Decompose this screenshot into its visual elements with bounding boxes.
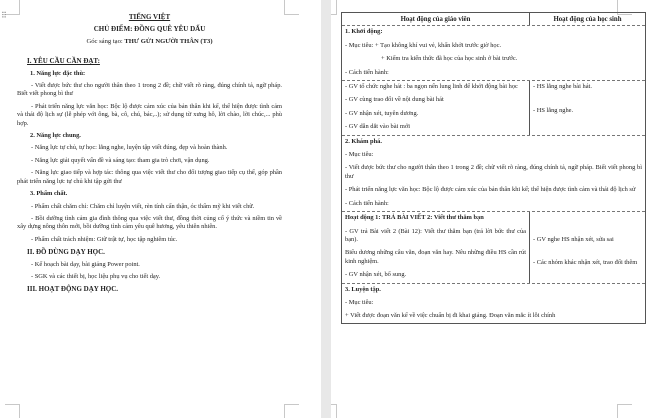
table-text: - GV cùng trao đổi về nội dung bài hát xyxy=(345,96,444,104)
table-text: - Mục tiêu: xyxy=(345,298,374,306)
table-row-hoat-dong-1 xyxy=(342,211,645,282)
paragraph: - Bồi dưỡng tình cảm gia đình thông qua việc viết thư, đồng thời củng cố ý thức và niềm tin về xây dựng nông thôn mới, bồi dưỡng tình cảm yêu quê hương, yêu thiên nhiên. xyxy=(17,214,282,231)
table-text: - GV trả Bài viết 2 (Bài 12): Viết thư thăm bạn (trả lời bức thư của bạn). xyxy=(345,227,526,243)
subsection-heading: 1. Năng lực đặc thù: xyxy=(30,69,86,77)
paragraph: - Năng lực giải quyết vấn đề và sáng tạo: tham gia trò chơi, vận dụng. xyxy=(31,156,210,164)
document-page-right xyxy=(331,0,650,418)
page-crop-mark xyxy=(331,404,337,418)
activity-title: 3. Luyện tập. xyxy=(345,285,381,293)
table-text: - HS lắng nghe. xyxy=(533,107,574,115)
lesson-title xyxy=(17,38,282,46)
activity-title: 1. Khởi động: xyxy=(345,28,383,36)
paragraph: - Phát triển năng lực văn học: Bộc lộ được cảm xúc của bản thân khi kể, thể hiện được tình cảm và thái độ lịch sự (lễ phép với ông, bà, cô, chú, bác,..); sử dụng từ xưng hô, lời chào, lời chúc,... phù hợp. xyxy=(17,102,282,127)
table-text: - Mục tiêu: xyxy=(345,151,374,159)
paragraph: - Phẩm chất trách nhiệm: Giữ trật tự, học tập nghiêm túc. xyxy=(31,235,178,243)
table-text: Biểu dương những câu văn, đoạn văn hay. Nêu những điều HS cần rút kinh nghiệm. xyxy=(345,249,526,265)
paragraph: - SGK và các thiết bị, học liệu phụ vụ cho tiết dạy. xyxy=(31,272,161,280)
table-header-row xyxy=(342,13,645,25)
table-text: - GV nhận xét, tuyên dương. xyxy=(345,109,419,117)
section-heading: II. ĐỒ DÙNG DẠY HỌC. xyxy=(27,248,105,257)
document-page-left xyxy=(0,0,321,418)
section-heading: I. YÊU CẦU CẦN ĐẠT: xyxy=(27,57,100,66)
page-crop-mark xyxy=(617,404,632,418)
header-teacher-activity: Hoạt động của giáo viên xyxy=(342,13,530,25)
table-text: - GV tổ chức nghe hát : ba ngọn nến lung linh để khởi động bài học xyxy=(345,83,518,91)
table-text: - Viết được bức thư cho người thân theo 1 trong 2 đề; chữ viết rõ ràng, đúng chính tả, ngữ pháp. Biết viết phong bì thư xyxy=(345,164,642,180)
table-row-khoi-dong-steps xyxy=(342,80,645,135)
table-text: - Phát triển năng lực văn học: Bộc lộ được cảm xúc của bản thân khi kể; thể hiện được tình cảm và thái độ lịch sử xyxy=(345,186,636,194)
paragraph: - Phẩm chất chăm chỉ: Chăm chỉ luyện viết, rèn tính cẩn thận, óc thẩm mỹ khi viết chữ. xyxy=(31,202,255,210)
header-student-activity: Hoạt động của học sinh xyxy=(553,16,622,23)
subsection-heading: 2. Năng lực chung. xyxy=(30,132,81,140)
table-text: - Cách tiến hành: xyxy=(345,199,389,207)
paragraph: - Năng lực tự chủ, tự học: lắng nghe, luyện tập viết đúng, đẹp và hoàn thành. xyxy=(31,144,228,152)
table-row-kham-pha xyxy=(342,135,645,211)
page-crop-mark xyxy=(284,0,299,15)
page-crop-mark xyxy=(331,0,337,15)
table-text: + Viết được đoạn văn kể về việc chuẩn bị đi khai giảng. Đoạn văn mắc ít lỗi chính xyxy=(345,312,556,320)
table-text: - HS lắng nghe bài hát. xyxy=(533,83,592,91)
table-text: - GV dẫn dắt vào bài mới xyxy=(345,123,411,131)
page-crop-mark xyxy=(5,404,20,418)
paragraph: - Kế hoạch bài dạy, bài giảng Power point. xyxy=(31,260,140,268)
table-text: + Kiểm tra kiến thức đã học của học sinh ở bài trước. xyxy=(381,55,518,63)
activity-title: 2. Khám phá. xyxy=(345,137,382,145)
table-row-khoi-dong xyxy=(342,25,645,80)
activity-title: Hoạt động 1: TRẢ BÀI VIẾT 2: Viết thư thăm bạn xyxy=(345,214,484,222)
document-body xyxy=(17,10,282,298)
table-text: - Mục tiêu: + Tạo không khí vui vẻ, khấn khởi trước giờ học. xyxy=(345,41,502,49)
paragraph: - Năng lực giao tiếp và hợp tác: thông qua việc viết thư cho đối tượng giao tiếp cụ thể, góp phần phát triển năng lực tự chủ khi tập gửi thư xyxy=(17,169,282,185)
paragraph: - Viết được bức thư cho người thân theo 1 trong 2 đề; chữ viết rõ ràng, đúng chính tả, ngữ pháp. Biết viết phong bì thư xyxy=(17,82,282,98)
subject-title: TIẾNG VIỆT xyxy=(128,13,171,21)
table-text: - Cách tiến hành: xyxy=(345,68,389,76)
table-text: - GV nhận xét, bổ sung. xyxy=(345,271,407,279)
theme-title: CHỦ ĐIỂM: ĐỒNG QUÊ YÊU DẤU xyxy=(93,25,206,34)
subsection-heading: 3. Phẩm chất. xyxy=(30,190,68,198)
lesson-name: THƯ GỬI NGƯỜI THÂN (T3) xyxy=(124,37,213,45)
table-text: - Các nhóm khác nhận xét, trao đổi thêm xyxy=(533,258,638,266)
lesson-activities-table xyxy=(341,12,646,324)
table-text: - GV nghe HS nhận xét, sửa sai xyxy=(533,236,614,244)
section-heading: III. HOẠT ĐỘNG DẠY HỌC. xyxy=(27,285,119,294)
lesson-prefix: Góc sáng tạo: xyxy=(86,37,125,45)
table-row-luyen-tap xyxy=(342,283,645,323)
table-move-handle-icon[interactable]: ⠿ xyxy=(1,11,7,20)
page-crop-mark xyxy=(284,404,299,418)
